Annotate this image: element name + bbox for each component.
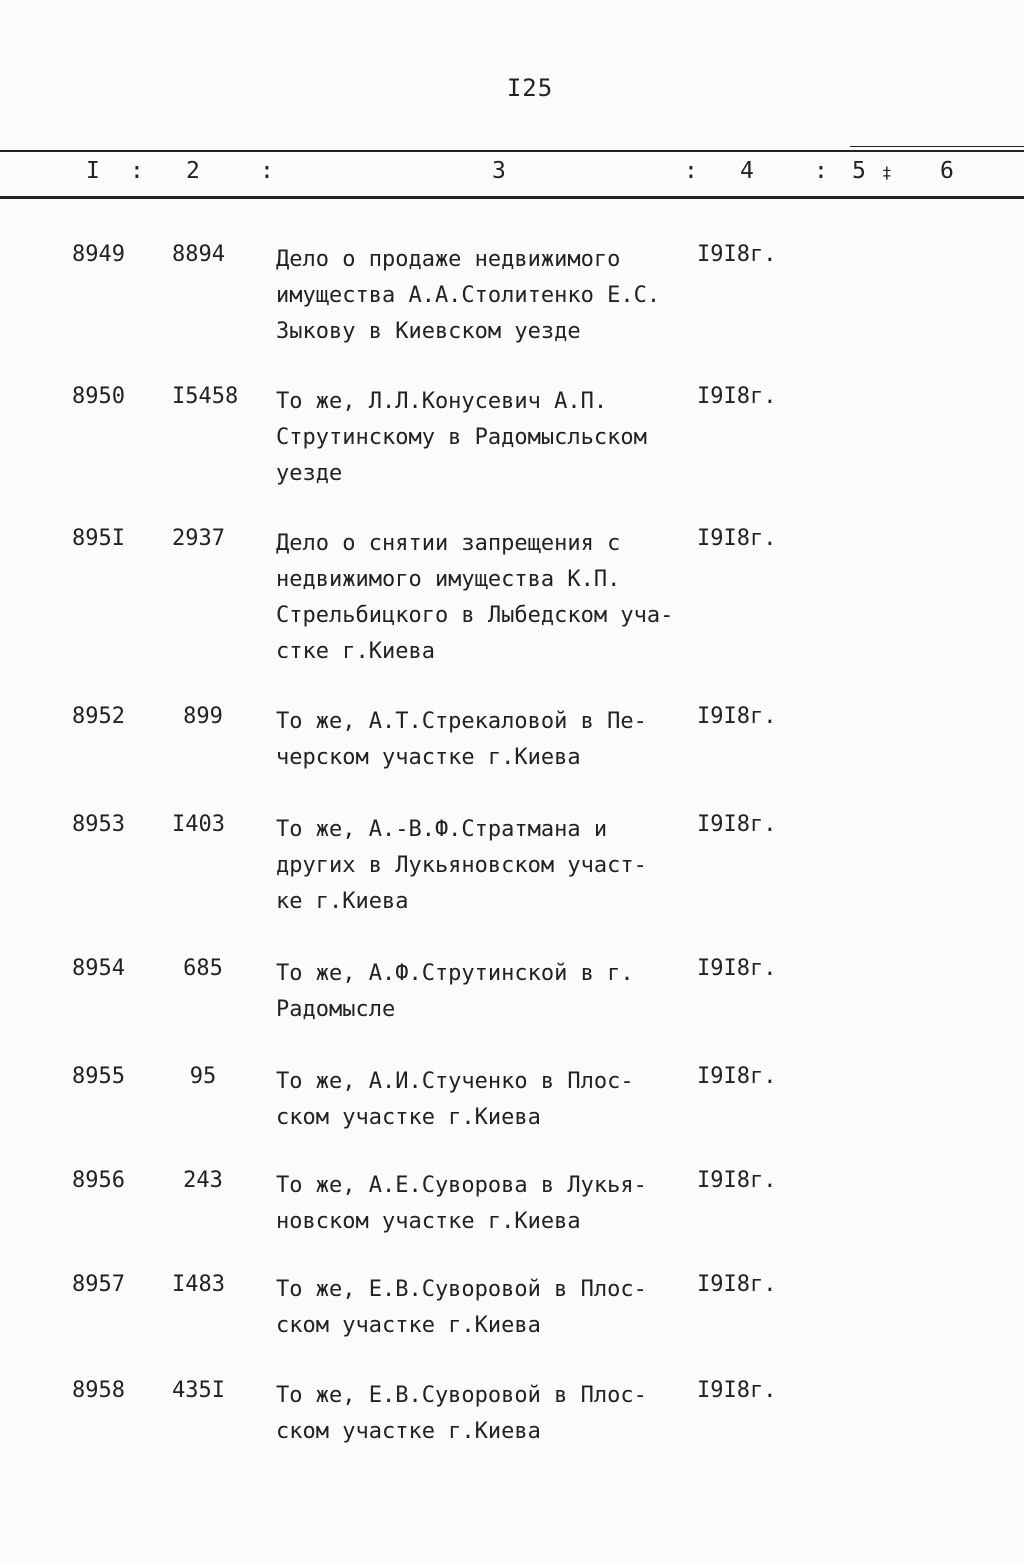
record-number: 895I (72, 526, 125, 551)
old-number: 8894 (172, 242, 225, 267)
header-rule-bottom (0, 196, 1024, 199)
case-title: То же, Л.Л.Конусевич А.П. Струтинскому в Радомысльском уезде (276, 389, 647, 486)
record-number: 8958 (72, 1378, 125, 1403)
column-separator: ‡ (882, 163, 892, 182)
case-title: То же, Е.В.Суворовой в Плос- ском участке г.Киева (276, 1277, 647, 1338)
old-number: 2937 (172, 526, 225, 551)
column-header-2: 2 (186, 158, 200, 184)
case-title: Дело о снятии запрещения с недвижимого имущества К.П. Стрельбицкого в Лыбедском уча- стке г.Киева (276, 531, 674, 664)
column-header-3: 3 (492, 158, 506, 184)
case-year: I9I8г. (697, 704, 777, 729)
case-title: То же, А.Т.Стрекаловой в Пе- черском участке г.Киева (276, 709, 647, 770)
old-number: 899 (183, 704, 223, 729)
header-rule-top (0, 150, 1024, 152)
record-number: 8954 (72, 956, 125, 981)
old-number: 435I (172, 1378, 225, 1403)
column-header-6: 6 (940, 158, 954, 184)
case-year: I9I8г. (697, 1272, 777, 1297)
case-title: То же, А.-В.Ф.Стратмана и других в Лукьяновском участ- ке г.Киева (276, 817, 647, 914)
case-year: I9I8г. (697, 956, 777, 981)
case-year: I9I8г. (697, 1378, 777, 1403)
column-separator: : (130, 158, 144, 184)
record-number: 8952 (72, 704, 125, 729)
old-number: 685 (183, 956, 223, 981)
case-title: То же, Е.В.Суворовой в Плос- ском участке г.Киева (276, 1383, 647, 1444)
column-separator: : (814, 158, 828, 184)
record-number: 8953 (72, 812, 125, 837)
old-number: I5458 (172, 384, 239, 409)
old-number: 243 (183, 1168, 223, 1193)
column-separator: : (260, 158, 274, 184)
record-number: 8956 (72, 1168, 125, 1193)
case-title: То же, А.Е.Суворова в Лукья- новском участке г.Киева (276, 1173, 647, 1234)
record-number: 8950 (72, 384, 125, 409)
case-year: I9I8г. (697, 242, 777, 267)
old-number: I403 (172, 812, 225, 837)
record-number: 8957 (72, 1272, 125, 1297)
case-title: То же, А.Ф.Струтинской в г. Радомысле (276, 961, 634, 1022)
column-header-4: 4 (740, 158, 754, 184)
case-title: Дело о продаже недвижимого имущества А.А.Столитенко Е.С. Зыкову в Киевском уезде (276, 247, 661, 344)
record-number: 8955 (72, 1064, 125, 1089)
old-number: I483 (172, 1272, 225, 1297)
column-header-1: I (86, 158, 100, 184)
case-year: I9I8г. (697, 1168, 777, 1193)
page-number: I25 (506, 74, 554, 102)
case-year: I9I8г. (697, 1064, 777, 1089)
case-year: I9I8г. (697, 812, 777, 837)
old-number: 95 (189, 1064, 217, 1089)
case-year: I9I8г. (697, 384, 777, 409)
column-header-5: 5 (852, 158, 866, 184)
column-separator: : (684, 158, 698, 184)
record-number: 8949 (72, 242, 125, 267)
case-year: I9I8г. (697, 526, 777, 551)
case-title: То же, А.И.Стученко в Плос- ском участке г.Киева (276, 1069, 634, 1130)
header-rule-top-accent (850, 146, 1024, 147)
